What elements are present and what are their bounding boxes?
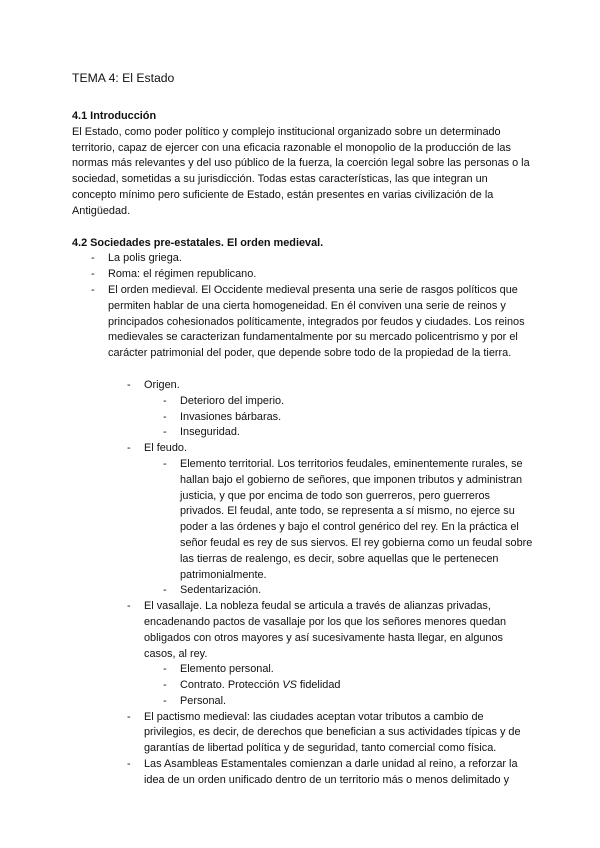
list-item xyxy=(108,283,534,789)
list-item-text: El feudo. xyxy=(144,442,187,455)
list-item: - Inseguridad. xyxy=(180,425,534,441)
contrato-vs: VS xyxy=(282,679,297,692)
list-item: - Deterioro del imperio. xyxy=(180,394,534,410)
list-item-text: El orden medieval. El Occidente medieval presenta una serie de rasgos políticos que permiten hablar de una cierta homogeneidad. En él conviven una serie de reinos y principados cohesionados políticamente, integrados por feudos y ciudades. Los reinos medievales se caracterizan fundamentalmente por su mercado policentrismo y por el carácter patrimonial del poder, que depende sobre todo de la propiedad de la tierra. xyxy=(108,283,525,360)
list-item-text: Origen. xyxy=(144,378,180,391)
list-item-origen xyxy=(144,378,534,441)
list-item: - Personal. xyxy=(180,694,534,710)
list-item-contrato xyxy=(180,678,534,694)
list-item-vasallaje xyxy=(144,599,534,710)
list-item-pactismo: - El pactismo medieval: las ciudades aceptan votar tributos a cambio de privilegios, es decir, de derechos que benefician a sus actividades típicas y de garantías de libertad política y de seguridad, tanto comercial como física. xyxy=(144,710,534,757)
document-page xyxy=(72,70,534,789)
feudo-sublist xyxy=(144,457,534,599)
list-item: - Elemento territorial. Los territorios feudales, eminentemente rurales, se hallan bajo el gobierno de señores, que imponen tributos y administran justicia, y que por encima de todo son guerreros, pero guerreros privados. El feudal, ante todo, se representa a sí mismo, no ejerce su poder a las órdenes y bajo el control genérico del rey. En la práctica el señor feudal es rey de sus siervos. El rey gobierna como un feudal sobre las tierras de realengo, es decir, sobre aquellas que le pertenecen patrimonialmente. xyxy=(180,457,534,583)
intro-paragraph: El Estado, como poder político y complejo institucional organizado sobre un determinado territorio, capaz de ejercer con una eficacia razonable el monopolio de la producción de las normas más relevantes y del uso público de la fuerza, la coerción legal sobre las personas o la sociedad, sometidas a su jurisdicción. Todas estas características, las que integran un concepto mínimo pero suficiente de Estado, están presentes en varias civilización de la Antigüedad. xyxy=(72,125,530,217)
spacer xyxy=(108,362,534,378)
list-item-text: El vasallaje. La nobleza feudal se articula a través de alianzas privadas, encadenando pactos de vasallaje por los que los señores menores quedan obligados con otros mayores y así sucesivamente hasta llegar, en algunos casos, al rey. xyxy=(144,600,507,660)
list-item-feudo xyxy=(144,441,534,599)
list-item: - Elemento personal. xyxy=(180,662,534,678)
section-heading-sociedades: 4.2 Sociedades pre-estatales. El orden medieval. xyxy=(72,236,324,249)
section-heading-introduccion: 4.1 Introducción xyxy=(72,110,157,122)
list-item: - La polis griega. xyxy=(108,251,534,267)
vasallaje-sublist xyxy=(144,662,534,709)
page-title: TEMA 4: El Estado xyxy=(72,71,175,85)
top-level-list xyxy=(72,251,534,788)
medieval-sublist xyxy=(108,378,534,789)
list-item: - Invasiones bárbaras. xyxy=(180,410,534,426)
list-item: - Roma: el régimen republicano. xyxy=(108,267,534,283)
origen-sublist xyxy=(144,394,534,441)
contrato-text: Contrato. Protección xyxy=(180,679,283,692)
list-item-asambleas: - Las Asambleas Estamentales comienzan a darle unidad al reino, a reforzar la idea de un orden unificado dentro de un territorio más o menos delimitado y xyxy=(144,757,534,789)
contrato-suffix: fidelidad xyxy=(296,679,341,692)
list-item: - Sedentarización. xyxy=(180,583,534,599)
